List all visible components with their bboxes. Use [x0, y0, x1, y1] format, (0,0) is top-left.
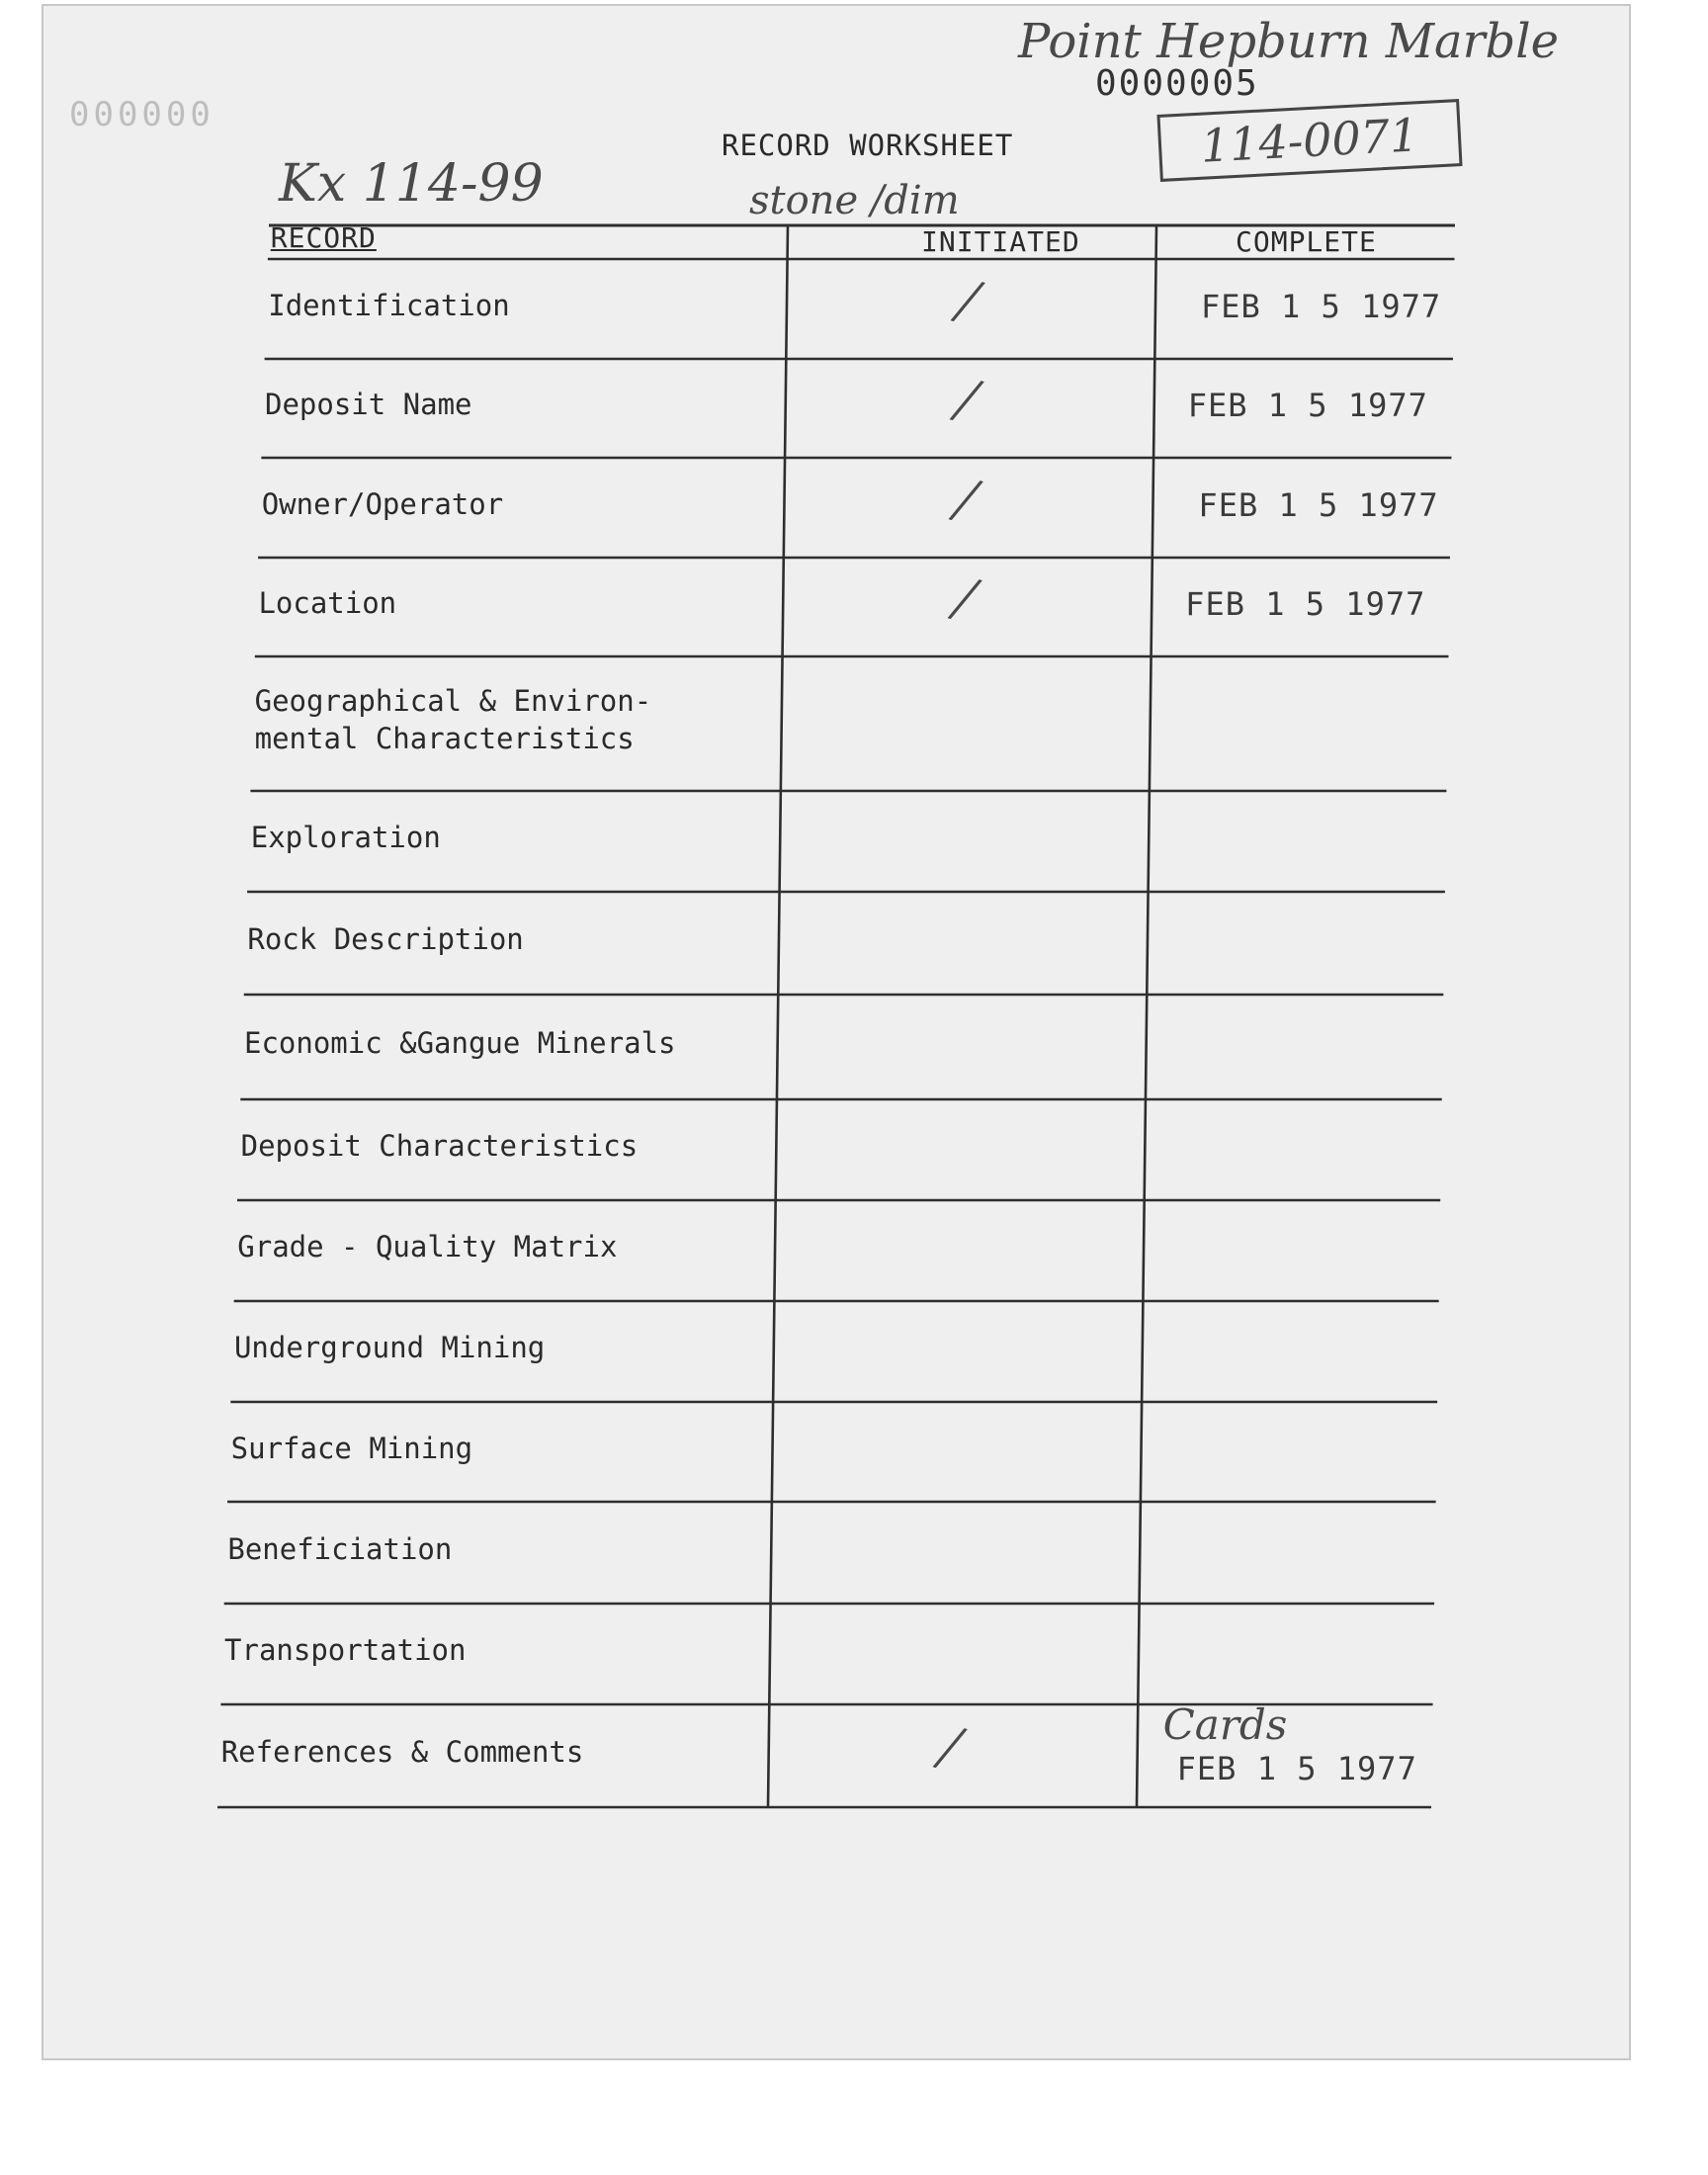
- row-label: Transportation: [224, 1633, 467, 1667]
- checkmark-initiated: /: [949, 466, 983, 533]
- column-header-initiated: INITIATED: [921, 225, 1080, 258]
- document-number: 0000005: [1095, 63, 1259, 104]
- row-label: Deposit Characteristics: [240, 1129, 639, 1163]
- row-label: Beneficiation: [227, 1531, 453, 1566]
- worksheet-title: RECORD WORKSHEET: [722, 129, 1014, 162]
- row-label: Surface Mining: [230, 1431, 473, 1465]
- complete-date-stamp: FEB 1 5 1977: [1200, 287, 1442, 325]
- faint-document-id: 000000: [69, 95, 214, 134]
- checkmark-initiated: /: [951, 267, 986, 334]
- handwritten-commodity-type: stone /dim: [749, 178, 960, 223]
- row-label: Exploration: [250, 821, 441, 854]
- row-label: Location: [258, 586, 397, 620]
- handwritten-kx-number: Kx 114-99: [279, 154, 544, 214]
- column-divider-complete: [1137, 225, 1156, 1807]
- checkmark-initiated: /: [947, 565, 982, 633]
- column-header-record: RECORD: [270, 221, 377, 254]
- boxed-record-number: 114-0071: [1156, 99, 1462, 182]
- complete-date-stamp: FEB 1 5 1977: [1176, 1750, 1417, 1787]
- row-label: Rock Description: [247, 922, 524, 956]
- complete-date-stamp: FEB 1 5 1977: [1185, 585, 1426, 623]
- row-label: Geographical & Environ- mental Characteristics: [254, 684, 652, 755]
- handwritten-cards-note: Cards: [1162, 1700, 1288, 1749]
- row-label: Underground Mining: [233, 1331, 546, 1364]
- row-label: Identification: [268, 288, 510, 322]
- complete-date-stamp: FEB 1 5 1977: [1198, 485, 1439, 524]
- row-label: Economic &Gangue Minerals: [243, 1026, 676, 1060]
- column-header-complete: COMPLETE: [1236, 225, 1377, 258]
- checkmark-initiated: /: [933, 1713, 968, 1782]
- row-label: Owner/Operator: [261, 486, 504, 521]
- row-label: Grade - Quality Matrix: [237, 1230, 618, 1263]
- complete-date-stamp: FEB 1 5 1977: [1187, 387, 1428, 424]
- column-divider-initiated: [768, 225, 788, 1807]
- row-label: References & Comments: [220, 1735, 584, 1769]
- handwritten-deposit-name: Point Hepburn Marble: [1018, 14, 1560, 69]
- checkmark-initiated: /: [950, 366, 984, 434]
- row-label: Deposit Name: [264, 388, 472, 421]
